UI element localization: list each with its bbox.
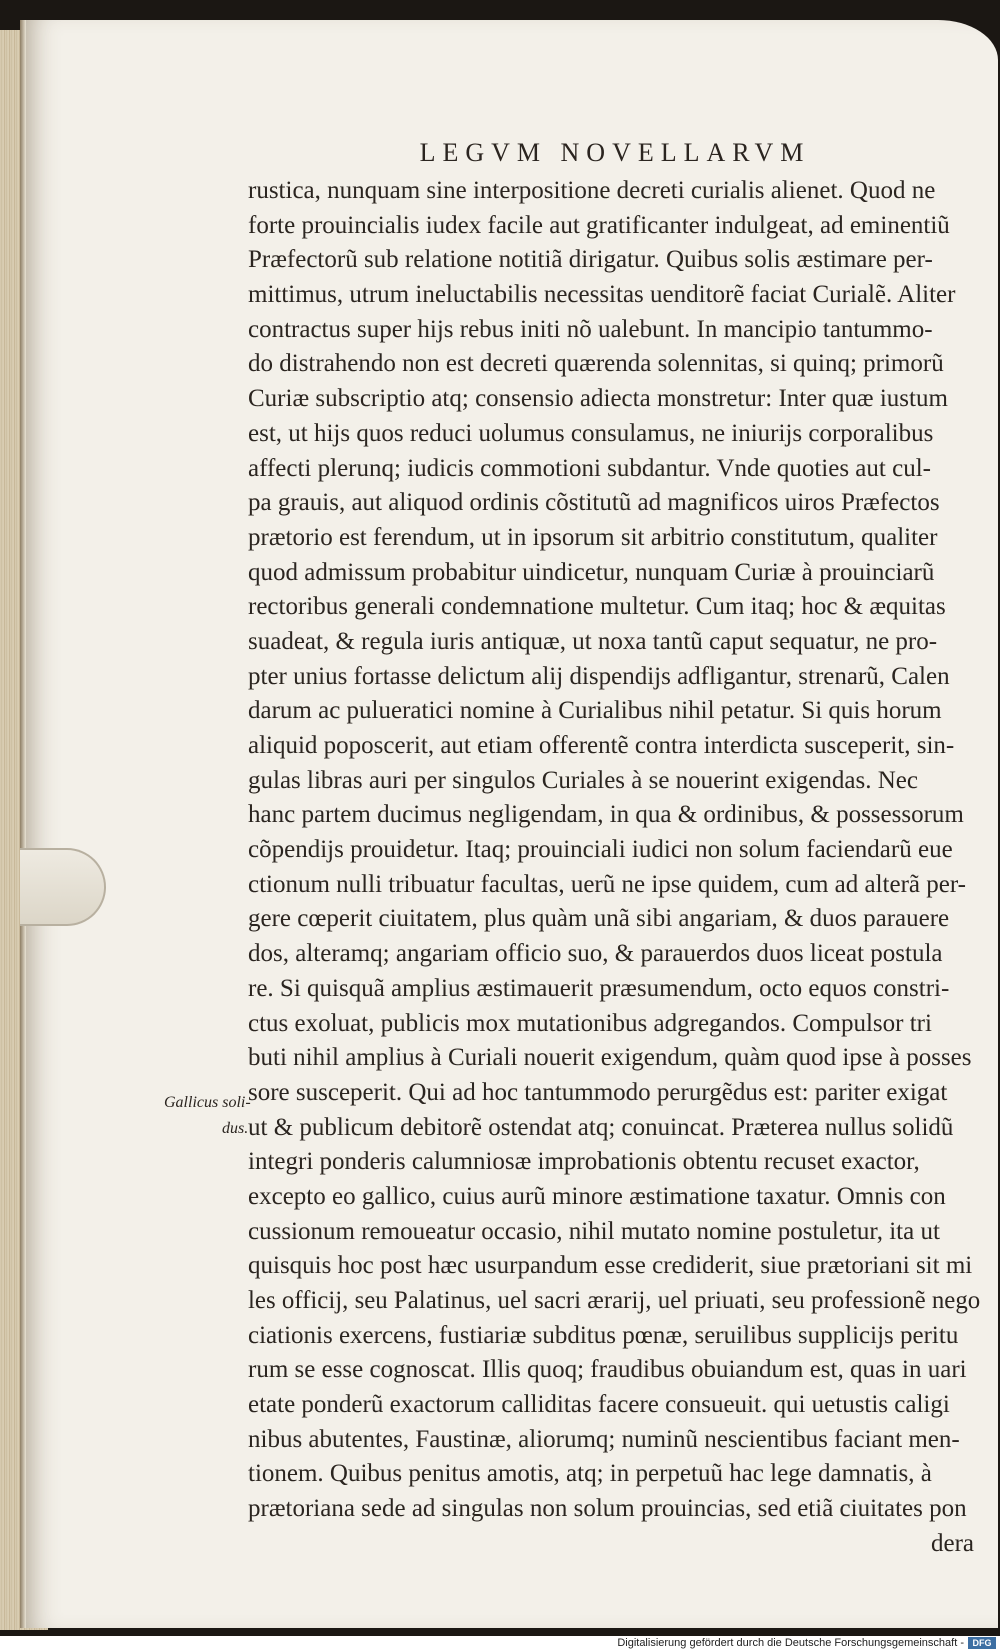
text-line: quisquis hoc post hæc usurpandum esse crediderit, siue prætoriani sit mi <box>248 1252 973 1280</box>
marginal-note <box>164 1090 264 1142</box>
text-line: buti nihil amplius à Curiali nouerit exigendum, quàm quod ipse à posses <box>248 1044 972 1072</box>
text-line: re. Si quisquã amplius æstimauerit præsumendum, octo equos constri- <box>248 974 950 1002</box>
text-line: pa grauis, aut aliquod ordinis cõstitutũ ad magnificos uiros Præfectos <box>248 489 940 517</box>
text-line: ctus exoluat, publicis mox mutationibus adgregandos. Compulsor tri <box>248 1009 932 1037</box>
text-line: contractus super hijs rebus initi nõ ualebunt. In mancipio tantummo- <box>248 315 933 343</box>
body-text <box>248 174 980 1562</box>
marginal-note-line: dus. <box>222 1120 249 1137</box>
text-line: rustica, nunquam sine interpositione decreti curialis alienet. Quod ne <box>248 177 936 204</box>
text-line: integri ponderis calumniosæ improbationis obtentu recuset exactor, <box>248 1148 920 1176</box>
gutter-shadow <box>20 20 26 1628</box>
text-line: quod admissum probabitur uindicetur, nunquam Curiæ à prouinciarũ <box>248 558 935 586</box>
marginal-note-line: Gallicus soli- <box>164 1094 251 1111</box>
text-line: darum ac pulueratici nomine à Curialibus nihil petatur. Si quis horum <box>248 697 942 725</box>
text-line: ut & publicum debitorẽ ostendat atq; conuincat. Præterea nullus solidũ <box>248 1113 954 1141</box>
text-line: affecti plerunq; iudicis commotioni subdantur. Vnde quoties aut cul- <box>248 454 931 482</box>
catchword: dera <box>930 1529 974 1557</box>
text-line: tionem. Quibus penitus amotis, atq; in perpetuũ hac lege damnatis, à <box>248 1460 932 1488</box>
text-line: gere cœperit ciuitatem, plus quàm unã sibi angariam, & duos parauere <box>248 905 950 933</box>
text-line: Præfectorũ sub relatione notitiã dirigatur. Quibus solis æstimare per- <box>248 246 933 274</box>
text-line: cussionum remoueatur occasio, nihil mutato nomine postuletur, ita ut <box>248 1217 940 1245</box>
text-line: excepto eo gallico, cuius aurũ minore æstimatione taxatur. Omnis con <box>248 1182 946 1210</box>
text-line: etate ponderũ exactorum calliditas facere consueuit. qui uetustis caligi <box>248 1391 950 1419</box>
text-line: rum se esse cognoscat. Illis quoq; fraudibus obuiandum est, quas in uari <box>248 1356 967 1384</box>
text-line: suadeat, & regula iuris antiquæ, ut noxa tantũ caput sequatur, ne pro- <box>248 627 938 655</box>
text-line: sore susceperit. Qui ad hoc tantummodo perurgẽdus est: pariter exigat <box>248 1078 948 1106</box>
text-line: cõpendijs prouidetur. Itaq; prouinciali iudici non solum faciendarũ eue <box>248 836 953 864</box>
text-line: rectoribus generali condemnatione multetur. Cum itaq; hoc & æquitas <box>248 593 946 621</box>
text-line: aliquid poposcerit, aut etiam offerentẽ contra interdicta susceperit, sin- <box>248 732 955 759</box>
text-line: dos, alteramq; angariam officio suo, & parauerdos duos liceat postula <box>248 940 943 968</box>
text-line: ciationis exercens, fustiariæ subditus pœnæ, seruilibus supplicijs peritu <box>248 1321 959 1349</box>
digitization-credit: Digitalisierung gefördert durch die Deutsche Forschungsgemeinschaft - <box>617 1637 964 1649</box>
dfg-logo: DFG <box>968 1637 996 1649</box>
text-line: est, ut hijs quos reduci uolumus consulamus, ne iniurijs corporalibus <box>248 419 934 447</box>
footer-bar <box>0 1636 1000 1650</box>
text-line: prætoriana sede ad singulas non solum prouincias, sed etiã ciuitates pon <box>248 1495 967 1523</box>
text-line: mittimus, utrum ineluctabilis necessitas uenditorẽ faciat Curialẽ. Aliter <box>248 281 956 309</box>
text-line: ctionum nulli tribuatur facultas, uerũ ne ipse quidem, cum ad alterã per- <box>248 870 967 898</box>
text-line: gulas libras auri per singulos Curiales à se nouerint exigendas. Nec <box>248 766 918 794</box>
text-line: les officij, seu Palatinus, uel sacri ærarij, uel priuati, seu professionẽ nego <box>248 1287 981 1314</box>
page-tab-marker <box>20 848 106 926</box>
text-line: forte prouincialis iudex facile aut gratificanter indulgeat, ad eminentiũ <box>248 211 950 239</box>
text-line: hanc partem ducimus negligendam, in qua & ordinibus, & possessorum <box>248 801 964 829</box>
running-head: LEGVM NOVELLARVM <box>419 138 811 167</box>
text-line: pter unius fortasse delictum alij dispendijs adfligantur, strenarũ, Calen <box>248 662 950 690</box>
text-line: Curiæ subscriptio atq; consensio adiecta monstretur: Inter quæ iustum <box>248 385 948 413</box>
text-line: do distrahendo non est decreti quærenda solennitas, si quinq; primorũ <box>248 350 944 378</box>
text-line: nibus abutentes, Faustinæ, aliorumq; numinũ nescientibus faciant men- <box>248 1425 960 1453</box>
text-line: prætorio est ferendum, ut in ipsorum sit arbitrio constitutum, qualiter <box>248 523 938 551</box>
